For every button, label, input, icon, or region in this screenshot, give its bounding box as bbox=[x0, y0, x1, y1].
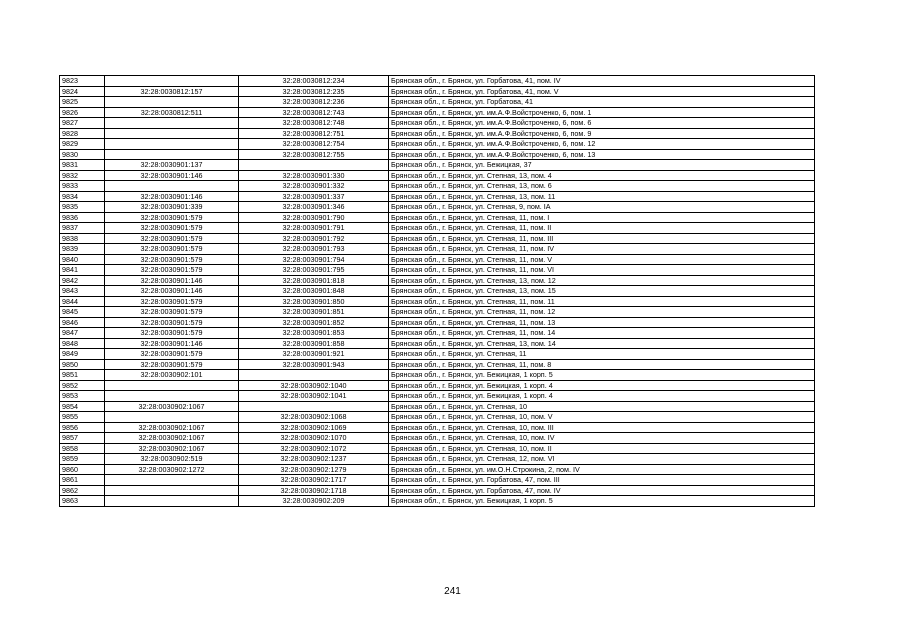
row-number-cell: 9834 bbox=[60, 191, 105, 202]
row-number-cell: 9825 bbox=[60, 97, 105, 108]
parcel-number-cell: 32:28:0030812:157 bbox=[105, 86, 239, 97]
address-cell: Брянская обл., г. Брянск, ул. Горбатова, 41, пом. IV bbox=[389, 76, 815, 87]
table-row bbox=[60, 160, 815, 171]
object-number-cell: 32:28:0030812:751 bbox=[239, 128, 389, 139]
parcel-number-cell bbox=[105, 118, 239, 129]
parcel-number-cell: 32:28:0030901:146 bbox=[105, 170, 239, 181]
object-number-cell: 32:28:0030812:754 bbox=[239, 139, 389, 150]
table-row bbox=[60, 307, 815, 318]
parcel-number-cell: 32:28:0030901:579 bbox=[105, 359, 239, 370]
table-row bbox=[60, 265, 815, 276]
row-number-cell: 9840 bbox=[60, 254, 105, 265]
table-row bbox=[60, 118, 815, 129]
address-cell: Брянская обл., г. Брянск, ул. Бежицкая, 37 bbox=[389, 160, 815, 171]
table-row bbox=[60, 412, 815, 423]
row-number-cell: 9856 bbox=[60, 422, 105, 433]
object-number-cell: 32:28:0030902:1070 bbox=[239, 433, 389, 444]
row-number-cell: 9837 bbox=[60, 223, 105, 234]
parcel-number-cell: 32:28:0030901:339 bbox=[105, 202, 239, 213]
object-number-cell: 32:28:0030812:234 bbox=[239, 76, 389, 87]
parcel-number-cell: 32:28:0030901:146 bbox=[105, 191, 239, 202]
object-number-cell: 32:28:0030901:858 bbox=[239, 338, 389, 349]
object-number-cell: 32:28:0030902:1041 bbox=[239, 391, 389, 402]
address-cell: Брянская обл., г. Брянск, ул. Степная, 13, пом. 15 bbox=[389, 286, 815, 297]
address-cell: Брянская обл., г. Брянск, ул. Горбатова, 47, пом. IV bbox=[389, 485, 815, 496]
parcel-number-cell: 32:28:0030901:579 bbox=[105, 296, 239, 307]
row-number-cell: 9860 bbox=[60, 464, 105, 475]
parcel-number-cell bbox=[105, 496, 239, 507]
address-cell: Брянская обл., г. Брянск, ул. Степная, 11, пом. IV bbox=[389, 244, 815, 255]
parcel-number-cell: 32:28:0030901:579 bbox=[105, 254, 239, 265]
table-row bbox=[60, 370, 815, 381]
address-cell: Брянская обл., г. Брянск, ул. Степная, 11, пом. 14 bbox=[389, 328, 815, 339]
table-row bbox=[60, 244, 815, 255]
table-row bbox=[60, 454, 815, 465]
row-number-cell: 9857 bbox=[60, 433, 105, 444]
row-number-cell: 9843 bbox=[60, 286, 105, 297]
parcel-number-cell bbox=[105, 128, 239, 139]
address-cell: Брянская обл., г. Брянск, ул. Степная, 11, пом. 12 bbox=[389, 307, 815, 318]
row-number-cell: 9848 bbox=[60, 338, 105, 349]
row-number-cell: 9838 bbox=[60, 233, 105, 244]
table-row bbox=[60, 86, 815, 97]
table-row bbox=[60, 433, 815, 444]
object-number-cell: 32:28:0030902:209 bbox=[239, 496, 389, 507]
address-cell: Брянская обл., г. Брянск, ул. Степная, 10, пом. IV bbox=[389, 433, 815, 444]
parcel-number-cell: 32:28:0030902:1067 bbox=[105, 433, 239, 444]
row-number-cell: 9846 bbox=[60, 317, 105, 328]
parcel-number-cell: 32:28:0030902:101 bbox=[105, 370, 239, 381]
address-cell: Брянская обл., г. Брянск, ул. Степная, 10, пом. V bbox=[389, 412, 815, 423]
object-number-cell: 32:28:0030901:791 bbox=[239, 223, 389, 234]
address-cell: Брянская обл., г. Брянск, ул. Степная, 13, пом. 11 bbox=[389, 191, 815, 202]
table-row bbox=[60, 443, 815, 454]
parcel-number-cell bbox=[105, 412, 239, 423]
address-cell: Брянская обл., г. Брянск, ул. Степная, 13, пом. 12 bbox=[389, 275, 815, 286]
object-number-cell: 32:28:0030901:848 bbox=[239, 286, 389, 297]
address-cell: Брянская обл., г. Брянск, ул. Степная, 12, пом. VI bbox=[389, 454, 815, 465]
row-number-cell: 9831 bbox=[60, 160, 105, 171]
row-number-cell: 9862 bbox=[60, 485, 105, 496]
table-row bbox=[60, 76, 815, 87]
row-number-cell: 9833 bbox=[60, 181, 105, 192]
table-row bbox=[60, 233, 815, 244]
parcel-number-cell: 32:28:0030901:146 bbox=[105, 275, 239, 286]
parcel-number-cell bbox=[105, 139, 239, 150]
object-number-cell bbox=[239, 401, 389, 412]
table-row bbox=[60, 401, 815, 412]
parcel-number-cell: 32:28:0030901:579 bbox=[105, 307, 239, 318]
table-row bbox=[60, 496, 815, 507]
parcel-number-cell: 32:28:0030901:146 bbox=[105, 286, 239, 297]
parcel-number-cell bbox=[105, 485, 239, 496]
object-number-cell: 32:28:0030812:748 bbox=[239, 118, 389, 129]
table-row bbox=[60, 170, 815, 181]
object-number-cell: 32:28:0030902:1717 bbox=[239, 475, 389, 486]
address-cell: Брянская обл., г. Брянск, ул. Степная, 11, пом. VI bbox=[389, 265, 815, 276]
object-number-cell: 32:28:0030901:852 bbox=[239, 317, 389, 328]
object-number-cell: 32:28:0030901:794 bbox=[239, 254, 389, 265]
parcel-number-cell: 32:28:0030901:579 bbox=[105, 212, 239, 223]
address-cell: Брянская обл., г. Брянск, ул. Горбатова, 41 bbox=[389, 97, 815, 108]
parcel-number-cell: 32:28:0030902:1067 bbox=[105, 401, 239, 412]
row-number-cell: 9853 bbox=[60, 391, 105, 402]
table-row bbox=[60, 149, 815, 160]
object-number-cell: 32:28:0030812:236 bbox=[239, 97, 389, 108]
address-cell: Брянская обл., г. Брянск, ул. Горбатова, 41, пом. V bbox=[389, 86, 815, 97]
row-number-cell: 9847 bbox=[60, 328, 105, 339]
row-number-cell: 9826 bbox=[60, 107, 105, 118]
address-cell: Брянская обл., г. Брянск, ул. им.А.Ф.Войстроченко, 6, пом. 13 bbox=[389, 149, 815, 160]
parcel-number-cell: 32:28:0030902:1067 bbox=[105, 422, 239, 433]
row-number-cell: 9841 bbox=[60, 265, 105, 276]
object-number-cell: 32:28:0030902:1069 bbox=[239, 422, 389, 433]
address-cell: Брянская обл., г. Брянск, ул. им.А.Ф.Войстроченко, 6, пом. 1 bbox=[389, 107, 815, 118]
object-number-cell: 32:28:0030902:1068 bbox=[239, 412, 389, 423]
table-row bbox=[60, 128, 815, 139]
row-number-cell: 9839 bbox=[60, 244, 105, 255]
object-number-cell: 32:28:0030901:851 bbox=[239, 307, 389, 318]
object-number-cell: 32:28:0030812:755 bbox=[239, 149, 389, 160]
parcel-number-cell: 32:28:0030901:579 bbox=[105, 233, 239, 244]
object-number-cell: 32:28:0030901:853 bbox=[239, 328, 389, 339]
address-cell: Брянская обл., г. Брянск, ул. Степная, 11, пом. III bbox=[389, 233, 815, 244]
address-cell: Брянская обл., г. Брянск, ул. Бежицкая, 1 корп. 4 bbox=[389, 391, 815, 402]
row-number-cell: 9835 bbox=[60, 202, 105, 213]
table-body bbox=[60, 76, 815, 507]
parcel-number-cell bbox=[105, 380, 239, 391]
parcel-number-cell bbox=[105, 97, 239, 108]
row-number-cell: 9855 bbox=[60, 412, 105, 423]
row-number-cell: 9832 bbox=[60, 170, 105, 181]
row-number-cell: 9851 bbox=[60, 370, 105, 381]
address-cell: Брянская обл., г. Брянск, ул. Степная, 11, пом. 8 bbox=[389, 359, 815, 370]
row-number-cell: 9827 bbox=[60, 118, 105, 129]
address-cell: Брянская обл., г. Брянск, ул. Степная, 11, пом. II bbox=[389, 223, 815, 234]
object-number-cell: 32:28:0030901:332 bbox=[239, 181, 389, 192]
table-row bbox=[60, 464, 815, 475]
object-number-cell: 32:28:0030901:795 bbox=[239, 265, 389, 276]
parcel-number-cell: 32:28:0030902:1272 bbox=[105, 464, 239, 475]
table-row bbox=[60, 391, 815, 402]
parcel-number-cell: 32:28:0030901:579 bbox=[105, 328, 239, 339]
row-number-cell: 9824 bbox=[60, 86, 105, 97]
address-cell: Брянская обл., г. Брянск, ул. им.А.Ф.Войстроченко, 6, пом. 12 bbox=[389, 139, 815, 150]
table-row bbox=[60, 422, 815, 433]
row-number-cell: 9845 bbox=[60, 307, 105, 318]
object-number-cell: 32:28:0030812:743 bbox=[239, 107, 389, 118]
parcel-number-cell: 32:28:0030901:579 bbox=[105, 244, 239, 255]
parcel-number-cell bbox=[105, 76, 239, 87]
parcel-number-cell: 32:28:0030902:1067 bbox=[105, 443, 239, 454]
address-cell: Брянская обл., г. Брянск, ул. Бежицкая, 1 корп. 5 bbox=[389, 370, 815, 381]
table-row bbox=[60, 97, 815, 108]
address-cell: Брянская обл., г. Брянск, ул. Степная, 11, пом. 13 bbox=[389, 317, 815, 328]
object-number-cell: 32:28:0030901:793 bbox=[239, 244, 389, 255]
parcel-number-cell: 32:28:0030901:579 bbox=[105, 349, 239, 360]
row-number-cell: 9854 bbox=[60, 401, 105, 412]
object-number-cell: 32:28:0030902:1072 bbox=[239, 443, 389, 454]
object-number-cell: 32:28:0030901:850 bbox=[239, 296, 389, 307]
table-row bbox=[60, 286, 815, 297]
object-number-cell: 32:28:0030902:1237 bbox=[239, 454, 389, 465]
row-number-cell: 9829 bbox=[60, 139, 105, 150]
table-row bbox=[60, 338, 815, 349]
object-number-cell: 32:28:0030901:346 bbox=[239, 202, 389, 213]
row-number-cell: 9858 bbox=[60, 443, 105, 454]
table-row bbox=[60, 475, 815, 486]
row-number-cell: 9849 bbox=[60, 349, 105, 360]
table-row bbox=[60, 191, 815, 202]
address-cell: Брянская обл., г. Брянск, ул. Степная, 11 bbox=[389, 349, 815, 360]
page-number: 241 bbox=[444, 586, 461, 597]
address-cell: Брянская обл., г. Брянск, ул. им.А.Ф.Войстроченко, 6, пом. 6 bbox=[389, 118, 815, 129]
address-cell: Брянская обл., г. Брянск, ул. Бежицкая, 1 корп. 5 bbox=[389, 496, 815, 507]
parcel-number-cell bbox=[105, 391, 239, 402]
address-cell: Брянская обл., г. Брянск, ул. Степная, 13, пом. 4 bbox=[389, 170, 815, 181]
parcel-number-cell: 32:28:0030812:511 bbox=[105, 107, 239, 118]
row-number-cell: 9842 bbox=[60, 275, 105, 286]
object-number-cell bbox=[239, 160, 389, 171]
object-number-cell: 32:28:0030902:1040 bbox=[239, 380, 389, 391]
object-number-cell: 32:28:0030901:337 bbox=[239, 191, 389, 202]
row-number-cell: 9828 bbox=[60, 128, 105, 139]
parcel-number-cell: 32:28:0030901:146 bbox=[105, 338, 239, 349]
object-number-cell: 32:28:0030902:1279 bbox=[239, 464, 389, 475]
object-number-cell: 32:28:0030902:1718 bbox=[239, 485, 389, 496]
address-cell: Брянская обл., г. Брянск, ул. Степная, 11, пом. V bbox=[389, 254, 815, 265]
parcel-number-cell bbox=[105, 181, 239, 192]
address-cell: Брянская обл., г. Брянск, ул. Степная, 9, пом. IA bbox=[389, 202, 815, 213]
address-cell: Брянская обл., г. Брянск, ул. Степная, 11, пом. 11 bbox=[389, 296, 815, 307]
row-number-cell: 9863 bbox=[60, 496, 105, 507]
object-number-cell: 32:28:0030812:235 bbox=[239, 86, 389, 97]
object-number-cell: 32:28:0030901:790 bbox=[239, 212, 389, 223]
table-row bbox=[60, 107, 815, 118]
table-row bbox=[60, 202, 815, 213]
object-number-cell: 32:28:0030901:943 bbox=[239, 359, 389, 370]
address-cell: Брянская обл., г. Брянск, ул. Степная, 10, пом. II bbox=[389, 443, 815, 454]
object-number-cell: 32:28:0030901:818 bbox=[239, 275, 389, 286]
table-row bbox=[60, 181, 815, 192]
table-row bbox=[60, 254, 815, 265]
table-row bbox=[60, 359, 815, 370]
parcel-number-cell bbox=[105, 149, 239, 160]
object-number-cell bbox=[239, 370, 389, 381]
table-row bbox=[60, 328, 815, 339]
address-cell: Брянская обл., г. Брянск, ул. Степная, 13, пом. 6 bbox=[389, 181, 815, 192]
table-row bbox=[60, 349, 815, 360]
address-cell: Брянская обл., г. Брянск, ул. им.О.Н.Строкина, 2, пом. IV bbox=[389, 464, 815, 475]
table-row bbox=[60, 296, 815, 307]
row-number-cell: 9852 bbox=[60, 380, 105, 391]
parcel-number-cell: 32:28:0030901:579 bbox=[105, 317, 239, 328]
address-cell: Брянская обл., г. Брянск, ул. Бежицкая, 1 корп. 4 bbox=[389, 380, 815, 391]
address-cell: Брянская обл., г. Брянск, ул. Горбатова, 47, пом. III bbox=[389, 475, 815, 486]
table-row bbox=[60, 139, 815, 150]
table-row bbox=[60, 212, 815, 223]
row-number-cell: 9859 bbox=[60, 454, 105, 465]
address-cell: Брянская обл., г. Брянск, ул. Степная, 10, пом. III bbox=[389, 422, 815, 433]
parcel-number-cell: 32:28:0030901:579 bbox=[105, 265, 239, 276]
row-number-cell: 9850 bbox=[60, 359, 105, 370]
row-number-cell: 9836 bbox=[60, 212, 105, 223]
table-row bbox=[60, 223, 815, 234]
cadastral-table bbox=[59, 75, 815, 507]
row-number-cell: 9844 bbox=[60, 296, 105, 307]
address-cell: Брянская обл., г. Брянск, ул. Степная, 10 bbox=[389, 401, 815, 412]
table-row bbox=[60, 485, 815, 496]
parcel-number-cell: 32:28:0030902:519 bbox=[105, 454, 239, 465]
parcel-number-cell: 32:28:0030901:137 bbox=[105, 160, 239, 171]
parcel-number-cell bbox=[105, 475, 239, 486]
object-number-cell: 32:28:0030901:330 bbox=[239, 170, 389, 181]
table-row bbox=[60, 380, 815, 391]
table-row bbox=[60, 275, 815, 286]
object-number-cell: 32:28:0030901:792 bbox=[239, 233, 389, 244]
parcel-number-cell: 32:28:0030901:579 bbox=[105, 223, 239, 234]
table-row bbox=[60, 317, 815, 328]
address-cell: Брянская обл., г. Брянск, ул. Степная, 11, пом. I bbox=[389, 212, 815, 223]
row-number-cell: 9823 bbox=[60, 76, 105, 87]
address-cell: Брянская обл., г. Брянск, ул. им.А.Ф.Войстроченко, 6, пом. 9 bbox=[389, 128, 815, 139]
object-number-cell: 32:28:0030901:921 bbox=[239, 349, 389, 360]
row-number-cell: 9861 bbox=[60, 475, 105, 486]
address-cell: Брянская обл., г. Брянск, ул. Степная, 13, пом. 14 bbox=[389, 338, 815, 349]
row-number-cell: 9830 bbox=[60, 149, 105, 160]
